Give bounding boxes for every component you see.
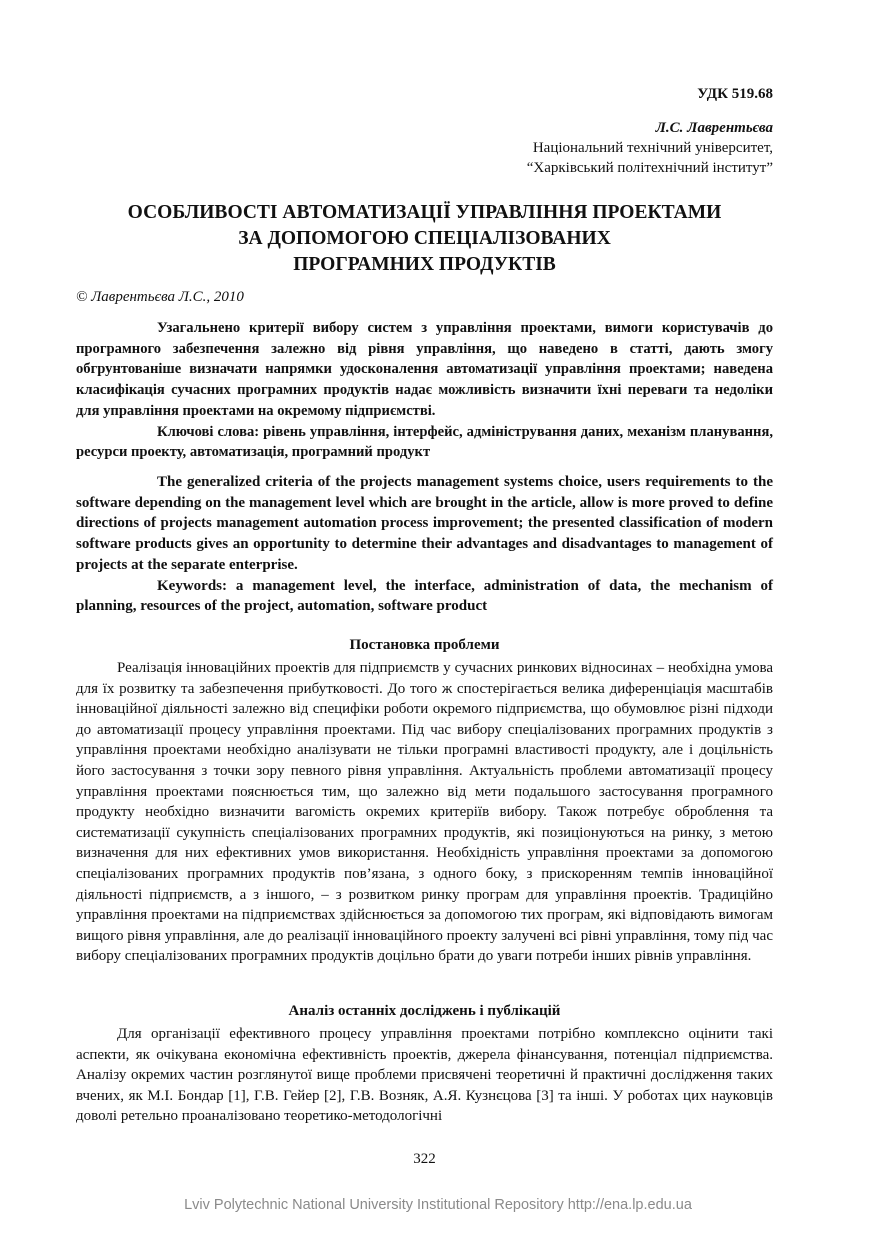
page-number: 322 bbox=[413, 1151, 436, 1167]
author-block bbox=[527, 118, 773, 178]
section-body-analysis bbox=[76, 1024, 773, 1127]
abstract-uk-text: Узагальнено критерії вибору систем з управління проектами, вимоги користувачів до програмного забезпечення залежно від рівня управління, що наведено в статті, дають змогу обгрунтованіше визначати напрямки удосконалення автоматизації управління проектами; наведена класифікація сучасних програмних продуктів надає можливість визначити їхні переваги та недоліки для управління проектами на окремому підприємстві. bbox=[76, 320, 773, 419]
abstract-en-text: The generalized criteria of the projects management systems choice, users requirements to the software depending on the management level which are brought in the article, allow is more proved to define directions of projects management automation process improvement; the presented classification of modern software products gives an opportunity to determine their advantages and disadvantages to management of projects at the separate enterprise. bbox=[76, 474, 773, 573]
author-name: Л.С. Лаврентьєва bbox=[655, 120, 773, 136]
copyright-notice: © Лаврентьєва Л.С., 2010 bbox=[76, 289, 244, 305]
section-heading-problem: Постановка проблеми bbox=[349, 637, 500, 653]
title-line-2: ЗА ДОПОМОГОЮ СПЕЦІАЛІЗОВАНИХ bbox=[238, 228, 611, 249]
section-body-problem bbox=[76, 658, 773, 967]
affiliation-line-1: Національний технічний університет, bbox=[532, 140, 773, 156]
abstract-ukrainian bbox=[76, 318, 773, 463]
paragraph: Реалізація інноваційних проектів для підприємств у сучасних ринкових відносинах – необхідна умова для їх розвитку та забезпечення прибутковості. До того ж спостерігається велика диференціація масштабів інноваційної діяльності залежно від специфіки роботи окремого підприємства, що обумовлює різні підходи до автоматизації процесу управління проектами. Під час вибору спеціалізованих програмних продуктів з управління проектами необхідно аналізувати не тільки програмні властивості продукту, але і доцільність його застосування з точки зору певного рівня управління. Актуальність проблеми автоматизації процесу управління проектами пояснюється тим, що залежно від мети подальшого застосування програмного продукту необхідно визначити вагомість окремих критеріїв вибору. Також потребує оброблення та систематизації сукупність спеціалізованих програмних продуктів, які позиціонуються на ринку, з метою визначення для них ефективних умов використання. Необхідність управління проектами за допомогою спеціалізованих програмних продуктів пов’язана, з одного боку, з прискоренням темпів інноваційної діяльності підприємств, а з іншого, – з розвитком ринку програм для управління проектів. Традиційно управління проектами на підприємствах здійснюється за допомогою тих програм, які відповідають вимогам вищого рівня управління, але до реалізації інноваційного проекту залучені всі рівні управління, тому під час вибору спеціалізованих програмних продуктів доцільно брати до уваги потреби інших рівнів управління. bbox=[76, 660, 773, 965]
paper-title bbox=[76, 200, 773, 278]
udk-code: УДК 519.68 bbox=[697, 86, 773, 102]
affiliation-line-2: “Харківський політехнічний інститут” bbox=[526, 160, 773, 176]
abstract-en-keywords: Keywords: a management level, the interface, administration of data, the mechanism of planning, resources of the project, automation, software product bbox=[76, 577, 773, 615]
abstract-uk-keywords: Ключові слова: рівень управління, інтерфейс, адміністрування даних, механізм планування, ресурси проекту, автоматизація, програмний продукт bbox=[76, 423, 773, 461]
title-line-3: ПРОГРАМНИХ ПРОДУКТІВ bbox=[293, 254, 556, 275]
section-heading-analysis: Аналіз останніх досліджень і публікацій bbox=[288, 1003, 561, 1019]
paragraph: Для організації ефективного процесу управління проектами потрібно комплексно оцінити такі аспекти, як очікувана економічна ефективність проектів, джерела фінансування, потенціал підприємства. Аналізу окремих частин розглянутої вище проблеми присвячені теоретичні й практичні дослідження таких вчених, як М.І. Бондар [1], Г.В. Гейер [2], Г.В. Возняк, А.Я. Кузнєцова [3] та інші. У роботах цих науковців доволі ретельно проаналізовано теоретико-методологічні bbox=[76, 1026, 773, 1125]
repository-footer: Lviv Polytechnic National University Institutional Repository http://ena.lp.edu.ua bbox=[184, 1197, 692, 1213]
title-line-1: ОСОБЛИВОСТІ АВТОМАТИЗАЦІЇ УПРАВЛІННЯ ПРОЕКТАМИ bbox=[127, 202, 722, 223]
abstract-english bbox=[76, 472, 773, 617]
